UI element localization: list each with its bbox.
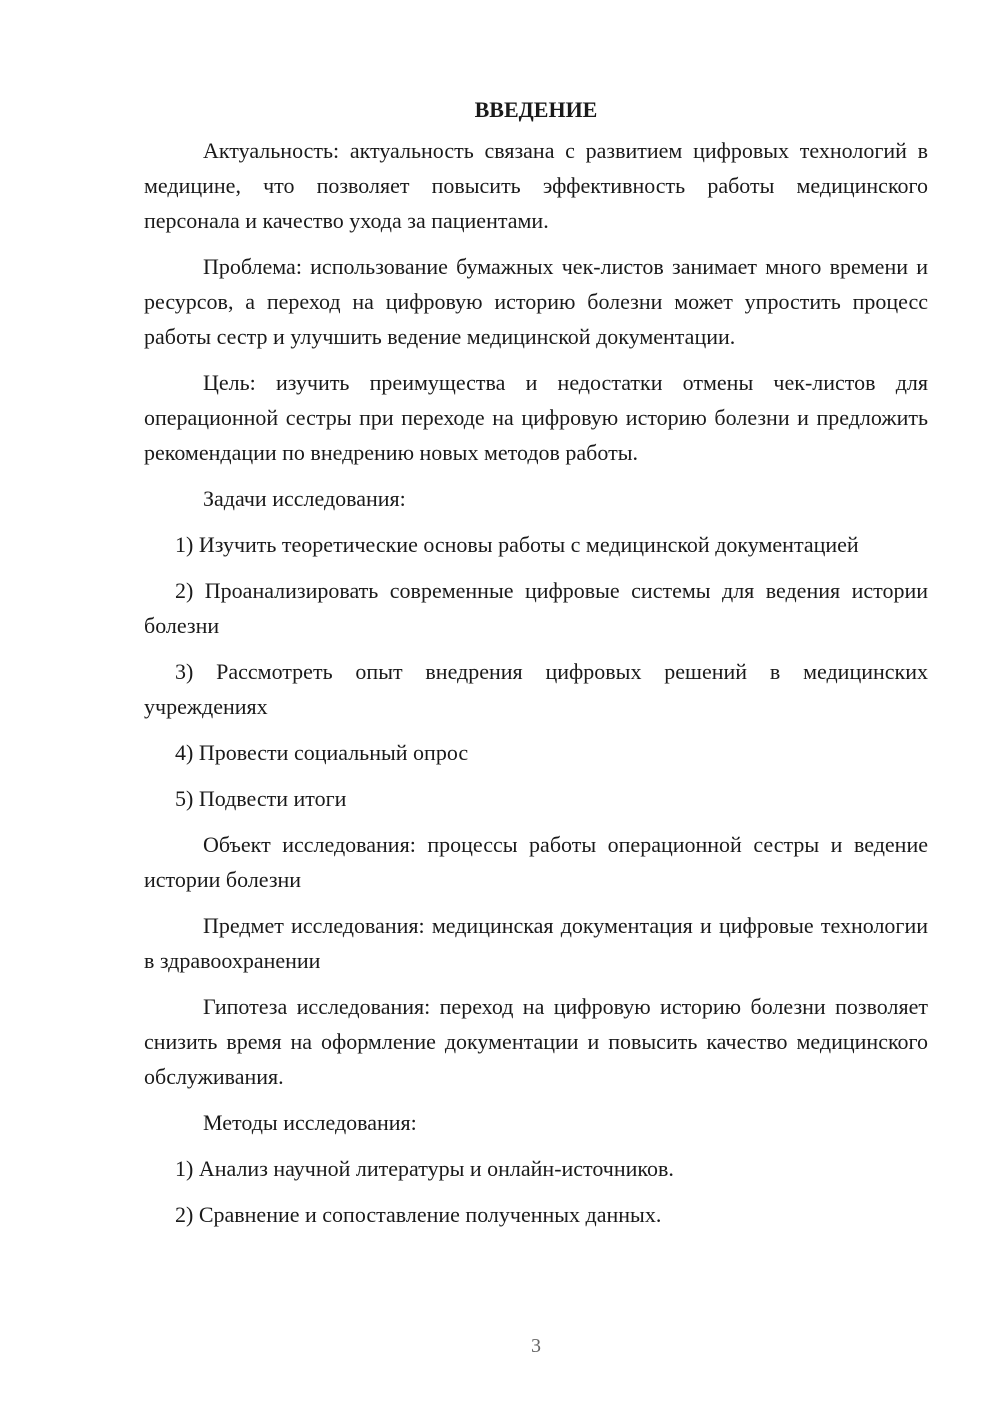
goal-paragraph: Цель: изучить преимущества и недостатки отмены чек-листов для операционной сестры при переходе на цифровую историю болезни и предложить рекомендации по внедрению новых методов работы. xyxy=(144,370,928,465)
method-item: 1) Анализ научной литературы и онлайн-источников. xyxy=(175,1156,674,1181)
page-number: 3 xyxy=(531,1335,541,1357)
task-item: 4) Провести социальный опрос xyxy=(175,740,469,765)
task-item: 1) Изучить теоретические основы работы с медицинской документацией xyxy=(175,532,859,557)
methods-intro: Методы исследования: xyxy=(203,1110,417,1135)
task-item: 3) Рассмотреть опыт внедрения цифровых решений в медицинских учреждениях xyxy=(144,659,928,719)
page-title: ВВЕДЕНИЕ xyxy=(474,97,598,122)
problem-paragraph: Проблема: использование бумажных чек-листов занимает много времени и ресурсов, а переход на цифровую историю болезни может упростить процесс работы сестр и улучшить ведение медицинской документации. xyxy=(144,254,928,349)
tasks-intro: Задачи исследования: xyxy=(203,486,406,511)
task-item: 5) Подвести итоги xyxy=(175,786,347,811)
object-paragraph: Объект исследования: процессы работы операционной сестры и ведение истории болезни xyxy=(144,832,928,892)
method-item: 2) Сравнение и сопоставление полученных данных. xyxy=(175,1202,662,1227)
subject-paragraph: Предмет исследования: медицинская документация и цифровые технологии в здравоохранении xyxy=(144,913,928,973)
document-body xyxy=(144,92,928,1243)
relevance-paragraph: Актуальность: актуальность связана с развитием цифровых технологий в медицине, что позволяет повысить эффективность работы медицинского персонала и качество ухода за пациентами. xyxy=(144,138,928,233)
hypothesis-paragraph: Гипотеза исследования: переход на цифровую историю болезни позволяет снизить время на оформление документации и повысить качество медицинского обслуживания. xyxy=(144,994,928,1089)
task-item: 2) Проанализировать современные цифровые системы для ведения истории болезни xyxy=(144,578,928,638)
